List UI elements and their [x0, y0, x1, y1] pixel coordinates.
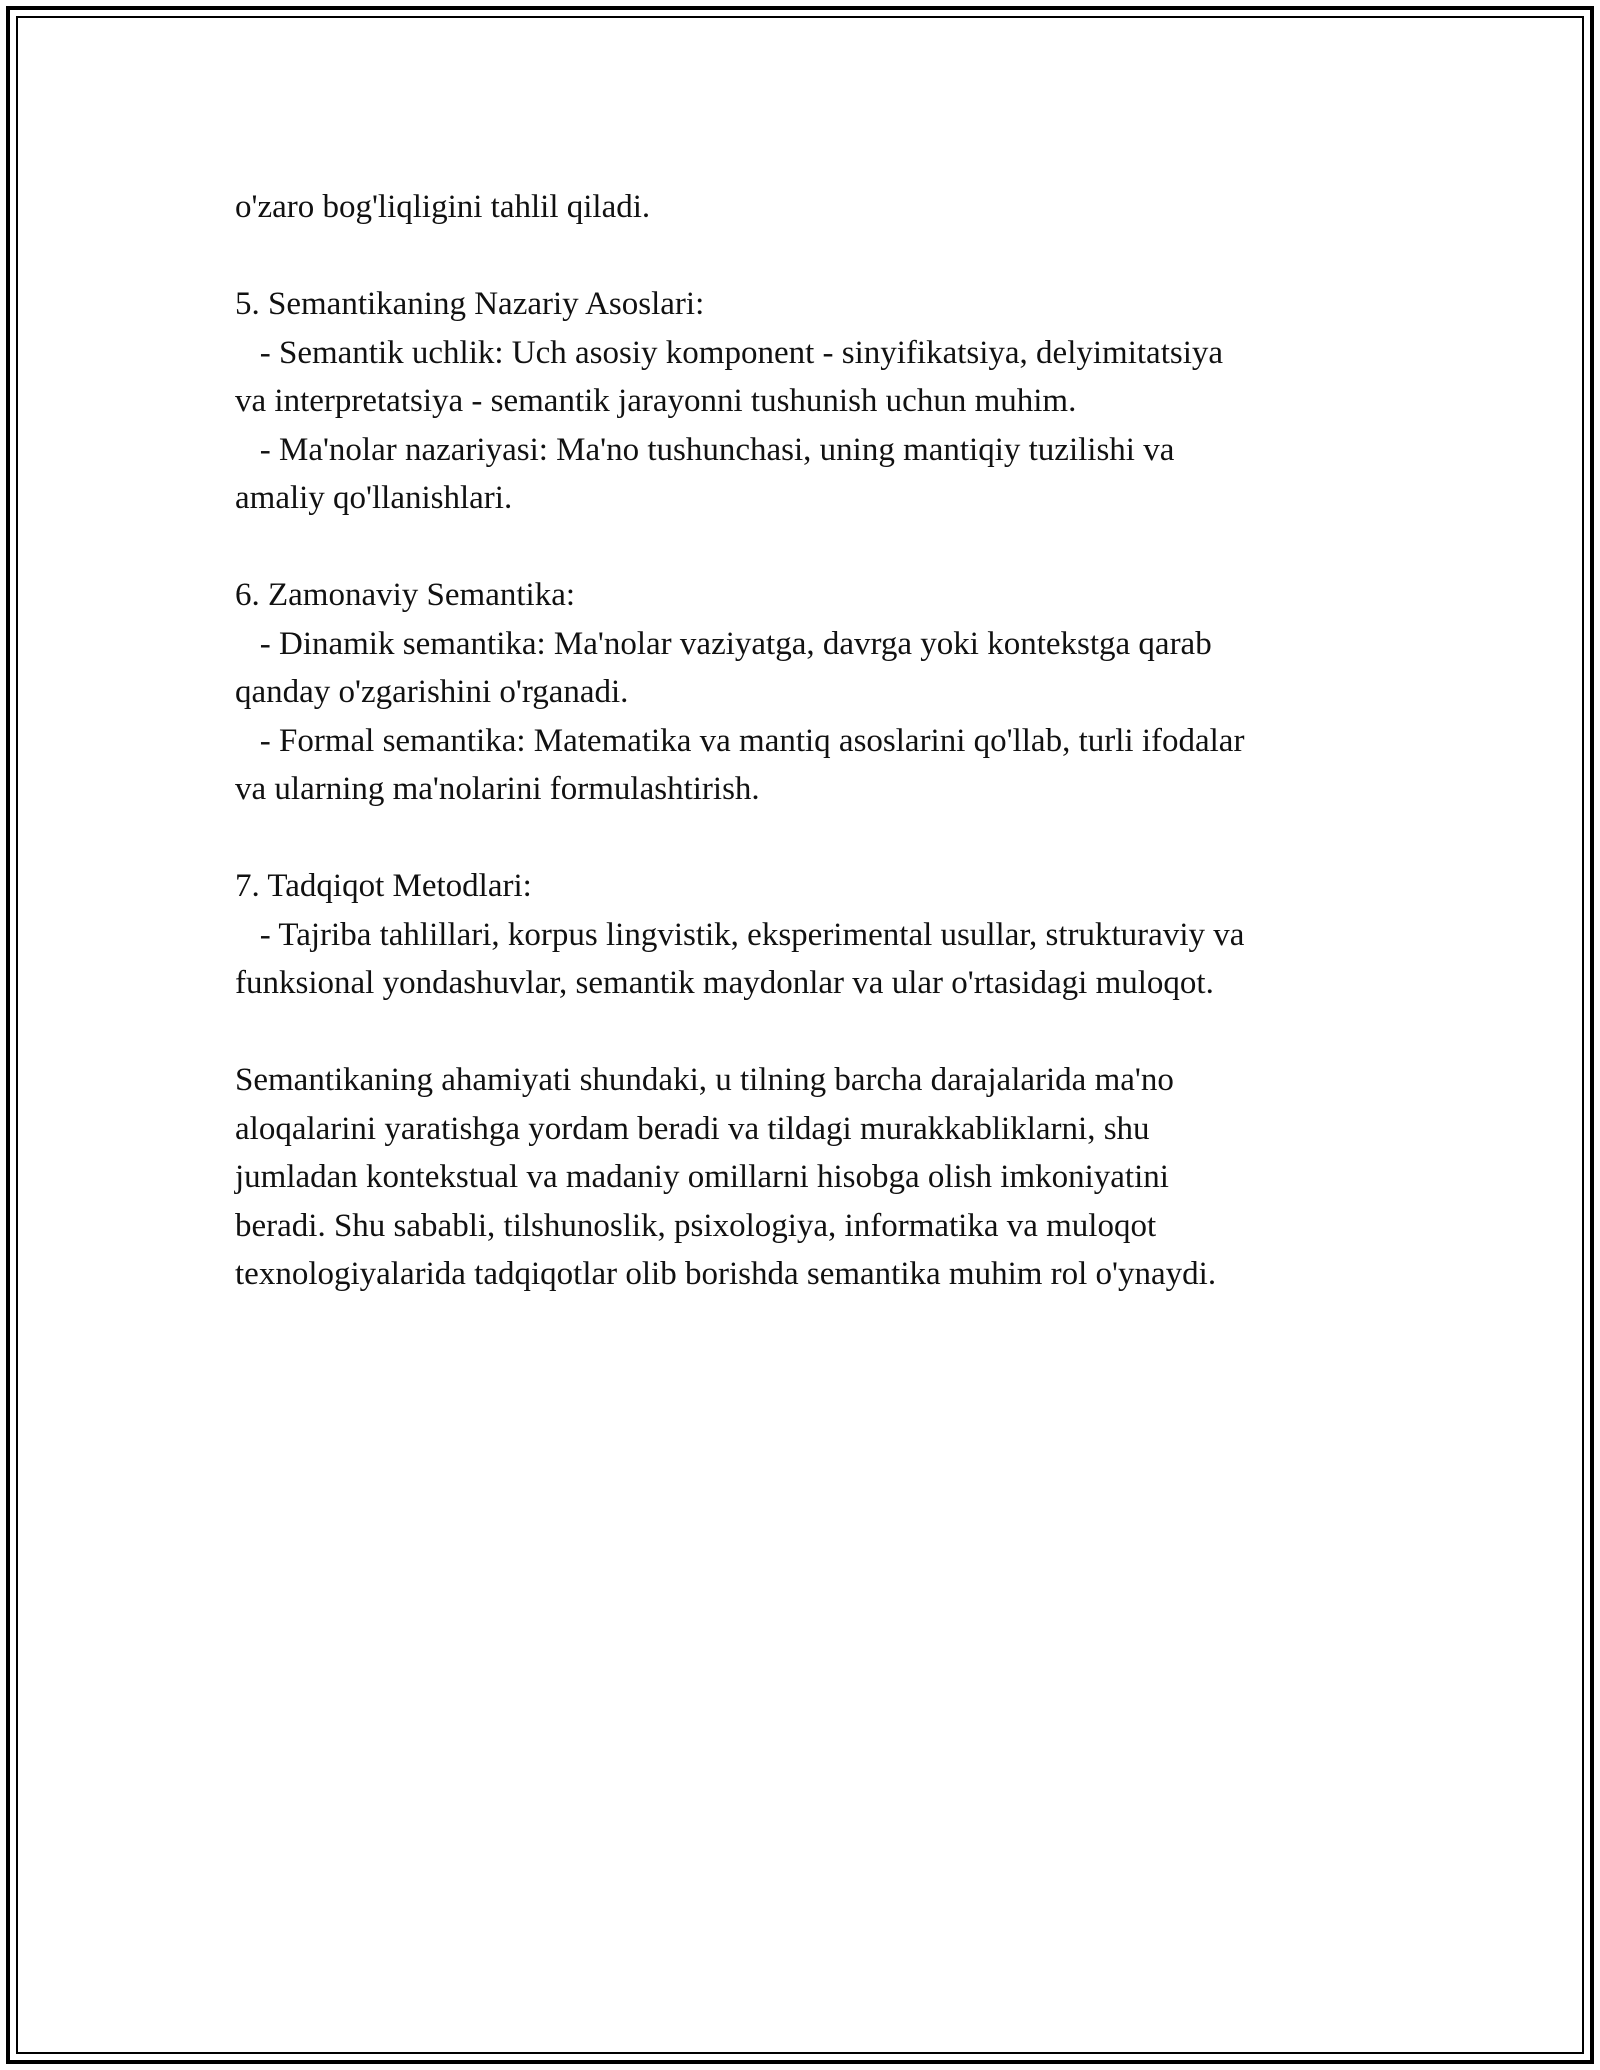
- text-line: funksional yondashuvlar, semantik maydonlar va ular o'rtasidagi muloqot.: [235, 965, 1214, 1001]
- section-heading: 5. Semantikaning Nazariy Asoslari:: [235, 286, 705, 322]
- text-line: va interpretatsiya - semantik jarayonni tushunish uchun muhim.: [235, 383, 1077, 419]
- text-line: amaliy qo'llanishlari.: [235, 480, 513, 516]
- text-line: Semantikaning ahamiyati shundaki, u tilning barcha darajalarida ma'no: [235, 1062, 1174, 1098]
- section-6: [235, 571, 1395, 814]
- text-line: qanday o'zgarishini o'rganadi.: [235, 674, 629, 710]
- text-line: - Semantik uchlik: Uch asosiy komponent - sinyifikatsiya, delyimitatsiya: [235, 334, 1224, 371]
- text-line: jumladan kontekstual va madaniy omillarni hisobga olish imkoniyatini: [235, 1159, 1169, 1195]
- text-line: - Dinamik semantika: Ma'nolar vaziyatga, davrga yoki kontekstga qarab: [235, 625, 1212, 662]
- document-body: [235, 183, 1395, 1347]
- text-line: - Tajriba tahlillari, korpus lingvistik, eksperimental usullar, strukturaviy va: [235, 916, 1245, 953]
- section-heading: 6. Zamonaviy Semantika:: [235, 577, 576, 613]
- text-line: - Formal semantika: Matematika va mantiq asoslarini qo'llab, turli ifodalar: [235, 722, 1245, 759]
- continuation-paragraph: [235, 183, 1395, 232]
- text-line: - Ma'nolar nazariyasi: Ma'no tushunchasi, uning mantiqiy tuzilishi va: [235, 431, 1175, 468]
- text-line: texnologiyalarida tadqiqotlar olib borishda semantika muhim rol o'ynaydi.: [235, 1256, 1217, 1292]
- text-line: aloqalarini yaratishga yordam beradi va tildagi murakkabliklarni, shu: [235, 1110, 1150, 1147]
- text-line: beradi. Shu sababli, tilshunoslik, psixologiya, informatika va muloqot: [235, 1207, 1157, 1244]
- section-5: [235, 280, 1395, 523]
- text-line: va ularning ma'nolarini formulashtirish.: [235, 771, 760, 807]
- section-heading: 7. Tadqiqot Metodlari:: [235, 868, 532, 904]
- section-7: [235, 862, 1395, 1008]
- conclusion-paragraph: [235, 1056, 1395, 1299]
- text-line: o'zaro bog'liqligini tahlil qiladi.: [235, 189, 651, 225]
